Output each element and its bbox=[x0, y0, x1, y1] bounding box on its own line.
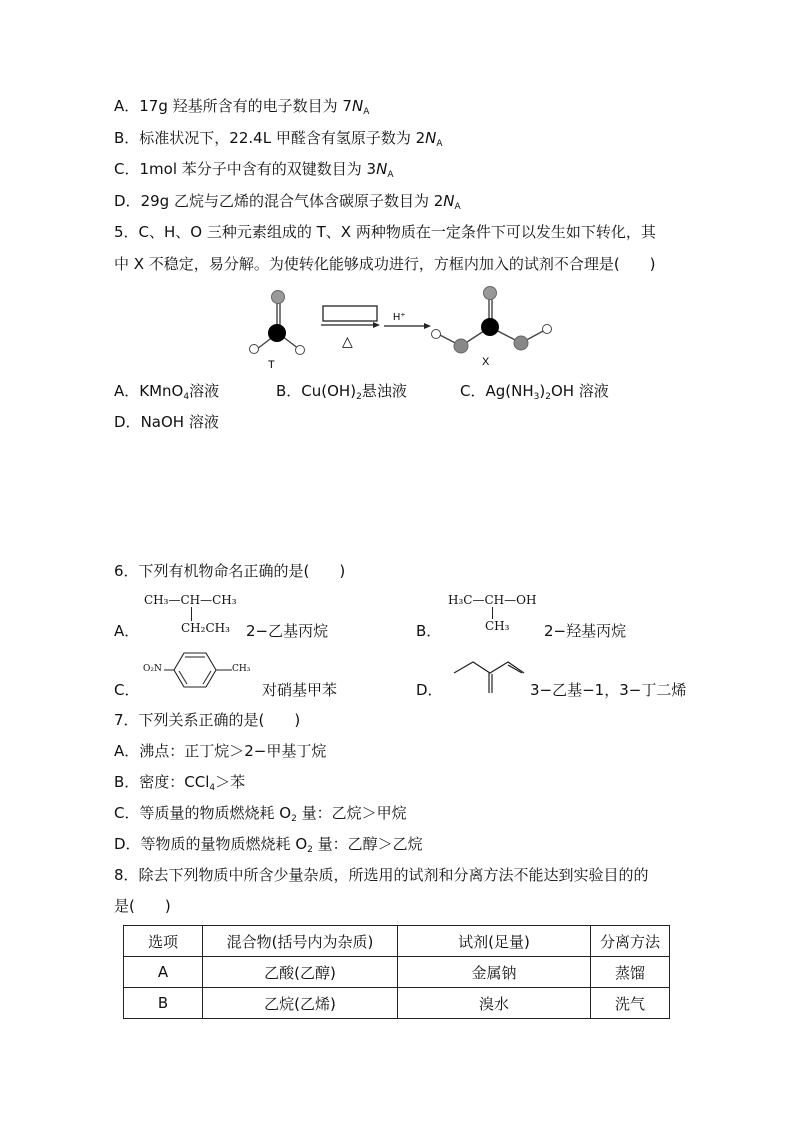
q6-a-vertical-bond bbox=[191, 607, 192, 621]
q6-d-name: 3−乙基−1，3−丁二烯 bbox=[530, 681, 687, 699]
table-cell: 洗气 bbox=[591, 988, 670, 1019]
option-letter: B． bbox=[276, 382, 302, 400]
x-oxygen-right bbox=[514, 336, 528, 350]
q7-option-d bbox=[114, 834, 423, 860]
table-cell: 溴水 bbox=[398, 988, 591, 1019]
q8-stem-line2: 是( ) bbox=[114, 897, 171, 915]
option-letter: D． bbox=[114, 413, 141, 431]
heat-symbol: △ bbox=[342, 333, 353, 349]
option-tail: 悬浊液 bbox=[361, 382, 407, 400]
q6-option-c-letter: C． bbox=[114, 681, 140, 699]
subscript: 2 bbox=[291, 814, 297, 824]
q6-c-name: 对硝基甲苯 bbox=[262, 681, 338, 699]
na-symbol: N bbox=[443, 192, 455, 210]
table-cell: 乙酸(乙醇) bbox=[203, 957, 398, 988]
reagent-box bbox=[323, 306, 377, 321]
option-letter: C． bbox=[460, 382, 486, 400]
arrow2-head bbox=[424, 323, 431, 329]
subscript: 4 bbox=[209, 783, 216, 793]
x-carbon-atom bbox=[481, 318, 499, 336]
option-letter: C． bbox=[114, 160, 140, 178]
table-header-cell: 分离方法 bbox=[591, 926, 670, 957]
na-symbol: N bbox=[351, 97, 364, 115]
option-tail: 溶液 bbox=[189, 382, 220, 400]
q5-option-b bbox=[276, 381, 407, 407]
arrow1-head bbox=[373, 322, 380, 328]
table-row bbox=[124, 957, 670, 988]
subscript: 2 bbox=[307, 845, 313, 855]
q6-option-b-letter: B． bbox=[416, 622, 442, 640]
q4-option-c bbox=[114, 159, 393, 185]
q6-b-structure-bottom: CH₃ bbox=[485, 619, 510, 633]
q6-stem: 6．下列有机物命名正确的是( ) bbox=[114, 562, 346, 580]
option-text: C．等质量的物质燃烧耗 O bbox=[114, 804, 292, 822]
t-hydrogen-atom-right bbox=[296, 346, 305, 355]
option-text: 标准状况下，22.4L 甲醛含有氢原子数为 2 bbox=[139, 129, 426, 147]
q5-stem-line2: 中 X 不稳定，易分解。为使转化能够成功进行，方框内加入的试剂不合理是( ) bbox=[114, 255, 656, 273]
q5-option-c bbox=[460, 381, 609, 407]
label-t: T bbox=[268, 359, 275, 371]
table-cell: B bbox=[124, 988, 203, 1019]
na-subscript: A bbox=[454, 202, 461, 212]
q7-option-c bbox=[114, 803, 407, 829]
q6-c-no2: O₂N bbox=[143, 664, 162, 674]
x-hydrogen-right bbox=[543, 325, 552, 334]
q6-a-name: 2−乙基丙烷 bbox=[246, 622, 329, 640]
subscript: 2 bbox=[545, 392, 551, 402]
q5-option-d bbox=[114, 412, 219, 432]
option-text: B．密度：CCl bbox=[114, 773, 210, 791]
table-cell: 金属钠 bbox=[398, 957, 591, 988]
subscript: 3 bbox=[533, 392, 540, 402]
q6-b-vertical-bond bbox=[492, 607, 493, 619]
table-cell: 蒸馏 bbox=[591, 957, 670, 988]
na-subscript: A bbox=[387, 170, 394, 180]
q7-option-b bbox=[114, 772, 245, 798]
table-cell: A bbox=[124, 957, 203, 988]
option-tail: 量：乙醇＞乙烷 bbox=[312, 835, 423, 853]
t-hydrogen-atom-left bbox=[250, 345, 259, 354]
subscript: 4 bbox=[183, 392, 190, 402]
q5-reaction-scheme bbox=[230, 282, 570, 374]
na-subscript: A bbox=[436, 139, 443, 149]
option-text: 29g 乙烷与乙烯的混合气体含碳原子数目为 2 bbox=[140, 192, 444, 210]
option-tail: OH 溶液 bbox=[550, 382, 609, 400]
table-header-row bbox=[124, 926, 670, 957]
option-text: Ag(NH bbox=[485, 382, 534, 400]
q6-a-structure-top: CH₃—CH—CH₃ bbox=[144, 593, 237, 607]
option-text: 1mol 苯分子中含有的双键数目为 3 bbox=[139, 160, 377, 178]
q6-c-ch3: CH₃ bbox=[232, 664, 251, 674]
q7-stem: 7．下列关系正确的是( ) bbox=[114, 711, 301, 729]
option-text: Cu(OH) bbox=[301, 382, 357, 400]
table-header-cell: 试剂(足量) bbox=[398, 926, 591, 957]
q6-b-structure-top: H₃C—CH—OH bbox=[448, 593, 537, 607]
option-text: 17g 羟基所含有的电子数目为 7 bbox=[139, 97, 352, 115]
table-header-cell: 混合物(括号内为杂质) bbox=[203, 926, 398, 957]
x-oxygen-top bbox=[484, 287, 497, 300]
option-letter: D． bbox=[114, 192, 141, 210]
table-header-cell: 选项 bbox=[124, 926, 203, 957]
na-subscript: A bbox=[363, 107, 370, 117]
q8-stem-line1: 8．除去下列物质中所含少量杂质，所选用的试剂和分离方法不能达到实验目的的 bbox=[114, 866, 649, 884]
option-text: NaOH 溶液 bbox=[140, 413, 219, 431]
q8-table bbox=[123, 925, 670, 1019]
table-row bbox=[124, 988, 670, 1019]
label-x: X bbox=[482, 356, 490, 368]
option-tail: 量：乙烷＞甲烷 bbox=[296, 804, 407, 822]
q6-a-structure-bottom: CH₂CH₃ bbox=[181, 621, 230, 635]
q6-b-name: 2−羟基丙烷 bbox=[544, 622, 627, 640]
q4-option-b bbox=[114, 128, 443, 154]
option-text: KMnO bbox=[139, 382, 184, 400]
na-symbol: N bbox=[425, 129, 437, 147]
x-hydrogen-left bbox=[432, 330, 441, 339]
acid-label: H⁺ bbox=[393, 312, 406, 323]
q6-option-d-letter: D． bbox=[416, 681, 443, 699]
q4-option-d bbox=[114, 191, 461, 217]
option-letter: A． bbox=[114, 382, 140, 400]
option-tail: ＞苯 bbox=[215, 773, 246, 791]
subscript: 2 bbox=[356, 392, 362, 402]
t-carbon-atom bbox=[268, 324, 286, 342]
option-letter: A． bbox=[114, 97, 140, 115]
table-cell: 乙烷(乙烯) bbox=[203, 988, 398, 1019]
t-oxygen-atom bbox=[272, 291, 285, 304]
q6-d-skeletal-structure bbox=[448, 656, 530, 696]
q4-option-a bbox=[114, 96, 369, 122]
q6-option-a-letter: A． bbox=[114, 622, 140, 640]
q5-option-a bbox=[114, 381, 219, 407]
na-symbol: N bbox=[376, 160, 388, 178]
option-text: D．等物质的量物质燃烧耗 O bbox=[114, 835, 308, 853]
option-letter: B． bbox=[114, 129, 140, 147]
option-mid: ) bbox=[539, 382, 546, 400]
x-oxygen-left bbox=[454, 339, 468, 353]
q5-stem-line1: 5．C、H、O 三种元素组成的 T、X 两种物质在一定条件下可以发生如下转化，其 bbox=[114, 223, 656, 241]
q7-option-a: A．沸点：正丁烷＞2−甲基丁烷 bbox=[114, 742, 327, 760]
